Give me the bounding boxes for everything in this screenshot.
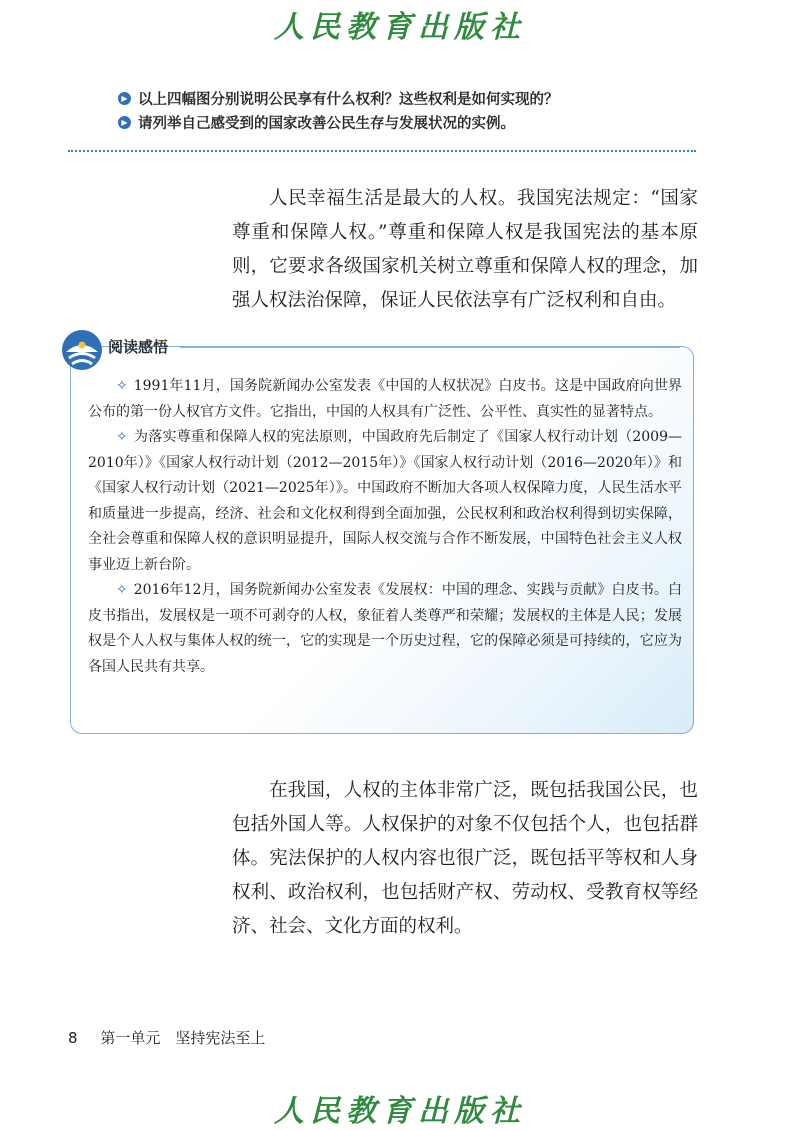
question-text: 以上四幅图分别说明公民享有什么权利？这些权利是如何实现的？ — [138, 91, 559, 108]
reading-content — [88, 374, 682, 680]
reading-item — [88, 425, 682, 578]
page-number: 8 — [68, 1029, 78, 1047]
question-item — [118, 86, 718, 110]
reading-item — [88, 578, 682, 680]
publisher-logo-top: 人民教育出版社 — [274, 10, 526, 45]
reading-item-text: 为落实尊重和保障人权的宪法原则，中国政府先后制定了《国家人权行动计划（2009—2010年）》《国家人权行动计划（2012—2015年）》《国家人权行动计划（2016—2020年）》和《国家人权行动计划（2021—2025年）》。中国政府不断加大各项人权保障力度，人民生活水平和质量进一步提高，经济、社会和文化权利得到全面加强，公民权利和政治权利得到切实保障，全社会尊重和保障人权的意识明显提升，国际人权交流与合作不断发展，中国特色社会主义人权事业迈上新台阶。 — [88, 429, 682, 573]
page-footer — [68, 1027, 265, 1048]
play-arrow-icon: ▶ — [118, 116, 131, 129]
book-sun-icon — [60, 328, 104, 372]
dotted-divider — [68, 150, 696, 152]
diamond-bullet-icon: ✧ — [116, 378, 128, 394]
diamond-bullet-icon: ✧ — [116, 582, 128, 598]
body-paragraph-1: 人民幸福生活是最大的人权。我国宪法规定：“国家尊重和保障人权。”尊重和保障人权是我国宪法的基本原则，它要求各级国家机关树立尊重和保障人权的理念，加强人权法治保障，保证人民依法享有广泛权利和自由。 — [232, 188, 698, 311]
body-paragraph-2: 在我国，人权的主体非常广泛，既包括我国公民，也包括外国人等。人权保护的对象不仅包括个人，也包括群体。宪法保护的人权内容也很广泛，既包括平等权和人身权利、政治权利，也包括财产权、劳动权、受教育权等经济、社会、文化方面的权利。 — [232, 780, 698, 937]
question-item — [118, 110, 718, 134]
question-text: 请列举自己感受到的国家改善公民生存与发展状况的实例。 — [138, 115, 515, 132]
reading-item-text: 2016年12月，国务院新闻办公室发表《发展权：中国的理念、实践与贡献》白皮书。白皮书指出，发展权是一项不可剥夺的人权，象征着人类尊严和荣耀；发展权的主体是人民；发展权是个人人权与集体人权的统一，它的实现是一个历史过程，它的保障必须是可持续的，它应为各国人民共有共享。 — [88, 582, 682, 675]
play-arrow-icon: ▶ — [118, 92, 131, 105]
reading-item-text: 1991年11月，国务院新闻办公室发表《中国的人权状况》白皮书。这是中国政府向世界公布的第一份人权官方文件。它指出，中国的人权具有广泛性、公平性、真实性的显著特点。 — [88, 378, 682, 420]
discussion-questions — [118, 86, 718, 134]
reading-item — [88, 374, 682, 425]
unit-title: 第一单元 坚持宪法至上 — [100, 1029, 266, 1047]
diamond-bullet-icon: ✧ — [116, 429, 128, 445]
publisher-logo-bottom: 人民教育出版社 — [274, 1094, 526, 1129]
reading-title-line — [180, 347, 680, 348]
reading-title: 阅读感悟 — [108, 338, 169, 356]
